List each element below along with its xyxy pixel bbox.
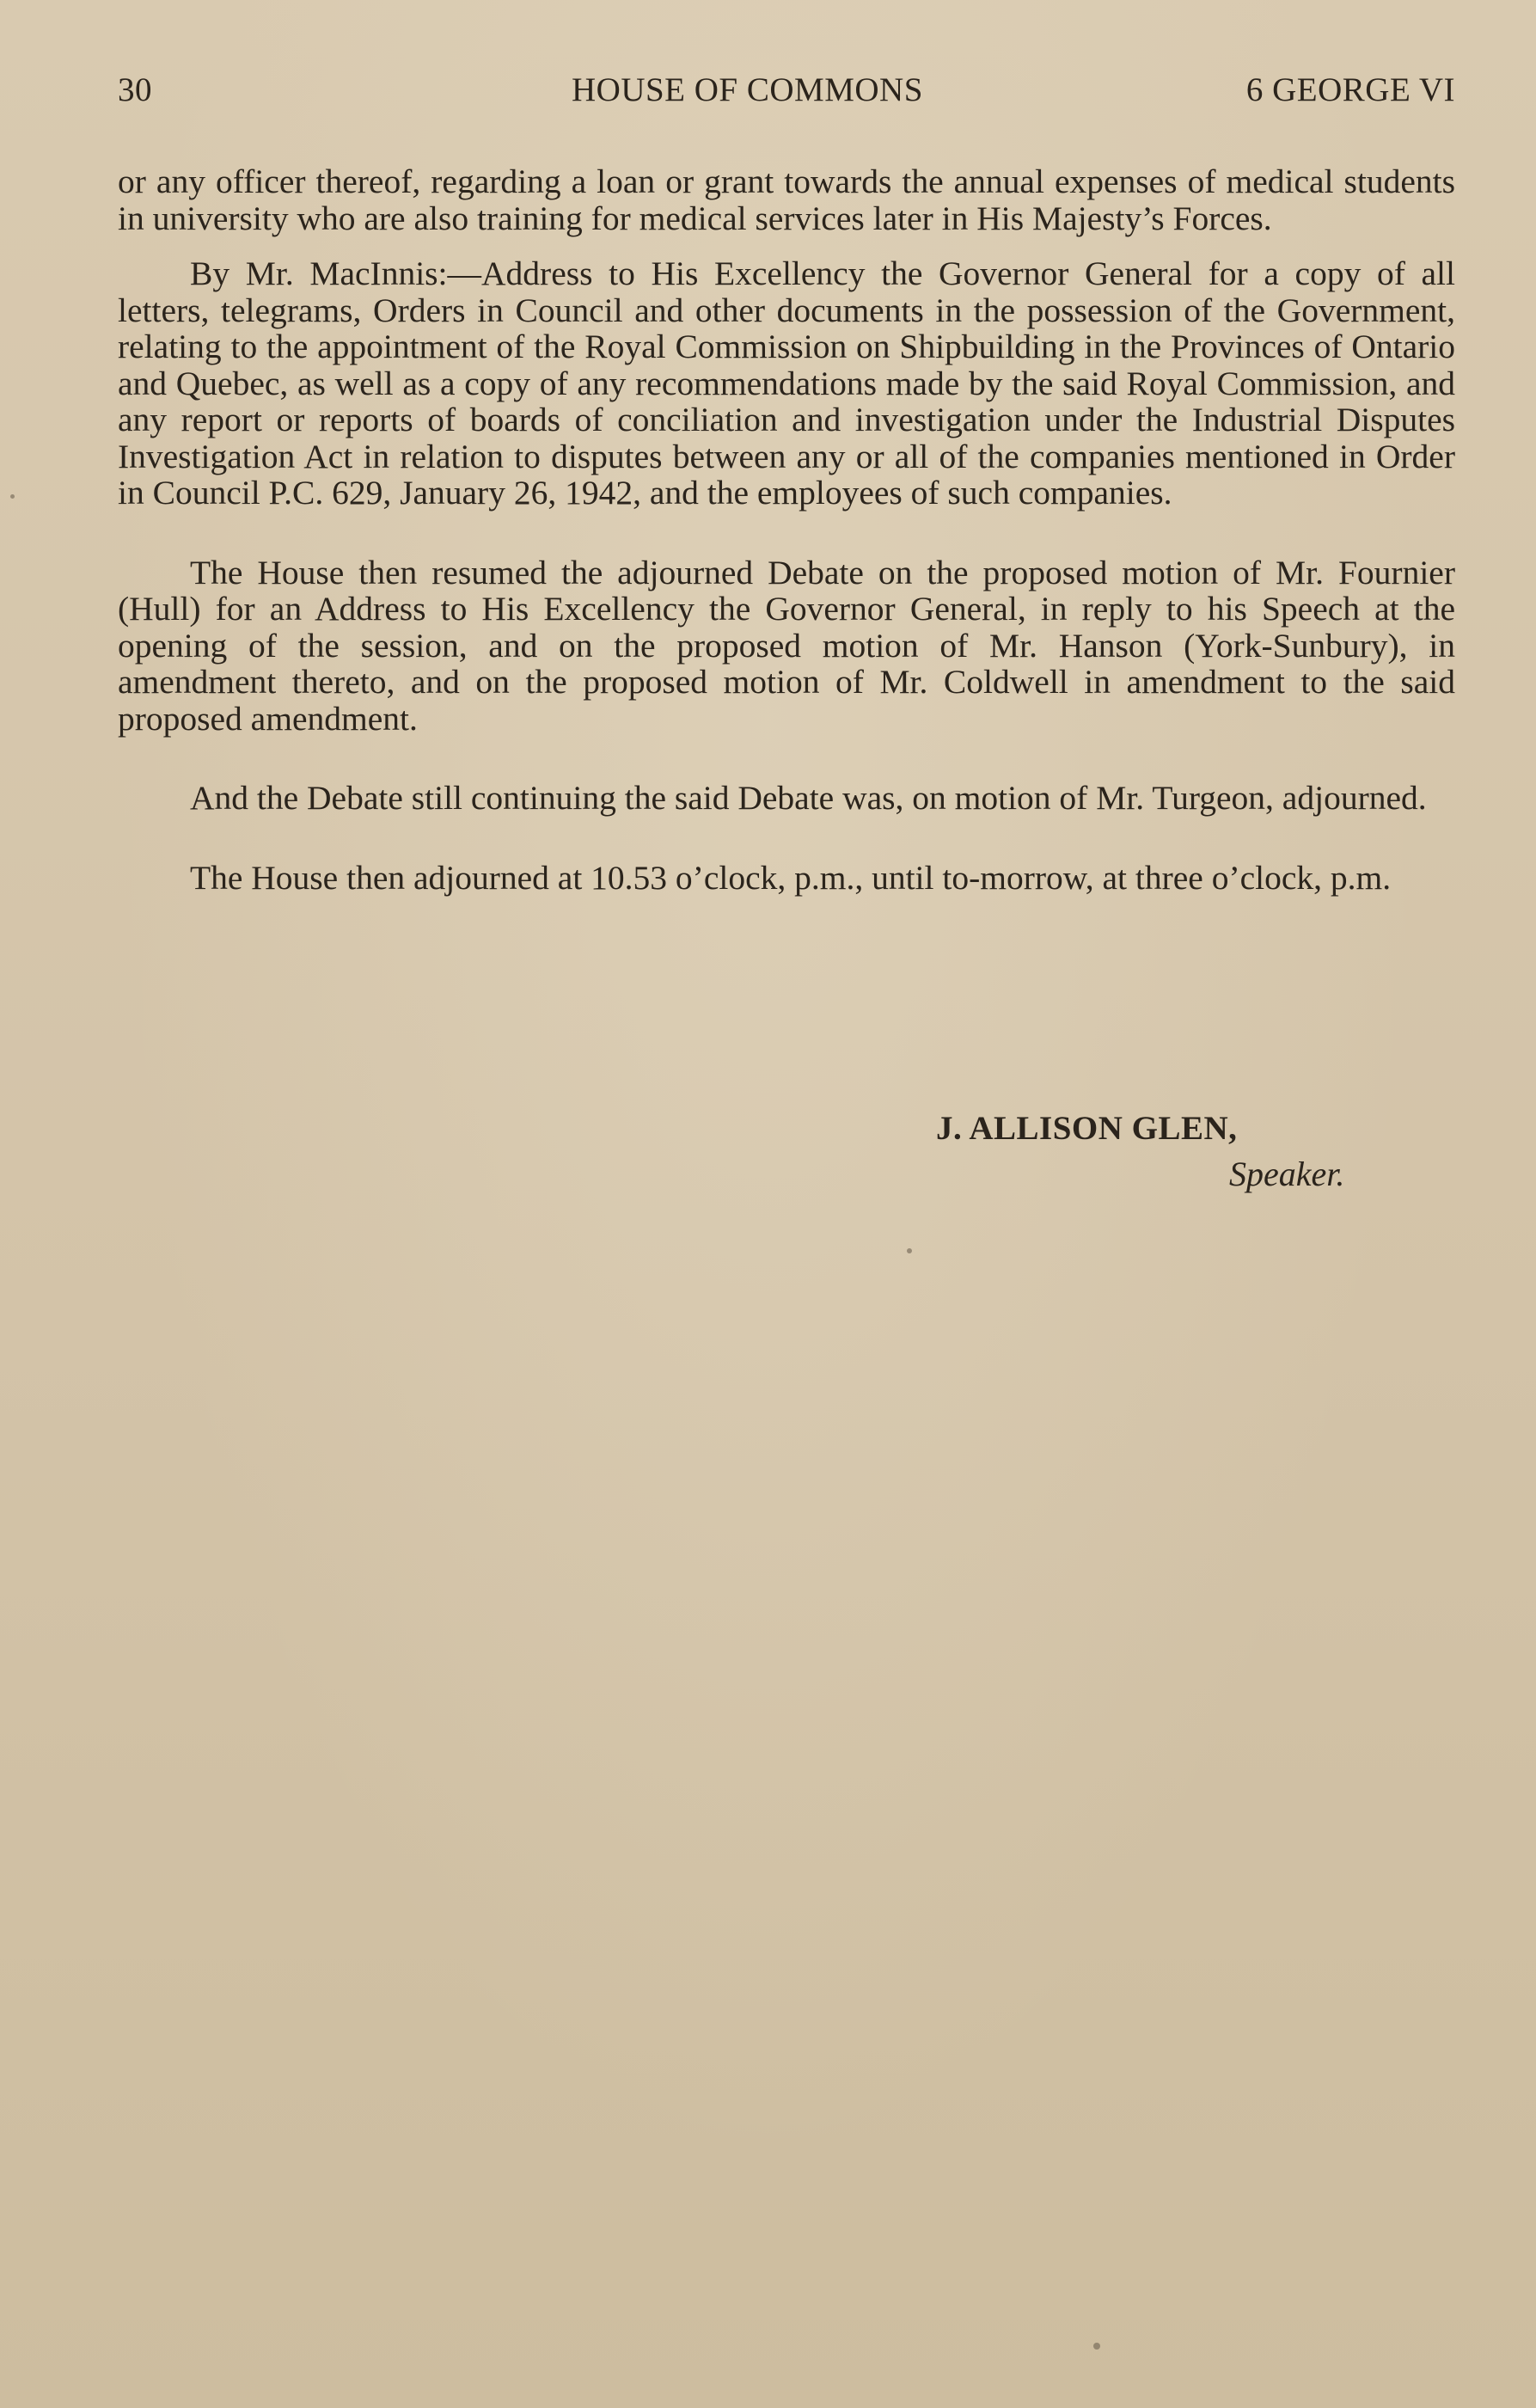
page-header [118,70,1455,113]
journal-body [118,163,1455,896]
paragraph-house-adjourned: The House then adjourned at 10.53 o’clock, p.m., until to-morrow, at three o’clock, p.m. [190,858,1392,897]
regnal-year: 6 GEORGE VI [1245,71,1455,108]
paragraph-debate-adjourned: And the Debate still continuing the said Debate was, on motion of Mr. Turgeon, adjourned. [190,779,1427,817]
paragraph-address-motion: By Mr. MacInnis:—Address to His Excellency the Governor General for a copy of all letters, telegrams, Orders in Council and other documents in the possession of the Government, relating to the appointment of the Royal Commission on Shipbuilding in the Provinces of Ontario and Quebec, as well as a copy of any recommendations made by the said Royal Commission, and any report or reports of boards of conciliation and investigation under the Industrial Disputes Investigation Act in relation to disputes between any or all of the companies mentioned in Order in Council P.C. 629, January 26, 1942, and the employees of such companies. [118,254,1455,512]
paper-speck [10,494,15,499]
paragraph-debate-resumed: The House then resumed the adjourned Debate on the proposed motion of Mr. Fournier (Hull) for an Address to His Excellency the Governor General, in reply to his Speech at the opening of the session, and on the proposed motion of Mr. Hanson (York-Sunbury), in amendment thereto, and on the proposed motion of Mr. Coldwell in amendment to the said proposed amendment. [118,553,1455,738]
paper-speck [1093,2343,1100,2350]
page-number: 30 [118,71,152,108]
speaker-title: Speaker. [1229,1155,1345,1193]
speaker-name: J. ALLISON GLEN, [936,1110,1238,1147]
paragraph-continuation: or any officer thereof, regarding a loan or grant towards the annual expenses of medical students in university who are also training for medical services later in His Majesty’s Forces. [118,162,1455,237]
running-title: HOUSE OF COMMONS [572,71,923,108]
paper-speck [907,1248,912,1253]
